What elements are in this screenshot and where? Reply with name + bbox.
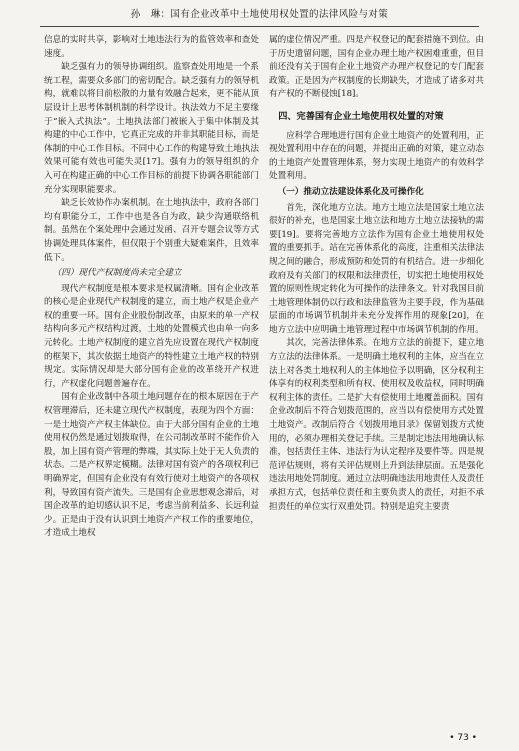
body-paragraph: 属的虚位情况严重。四是产权登记的配套措施不到位。由于历史遗留问题，国有企业办理土地产权困难重重，但目前还没有关于国有企业土地资产办理产权登记的专门配套政策。正是因为产权制度的长期缺失，才造成了诸多对共有产权的不断侵蚀[18]。 — [269, 35, 484, 100]
section-heading: 四、完善国有企业土地使用权处置的对策 — [278, 110, 444, 122]
running-header-title: 孙 琳：国有企业改革中土地使用权处置的法律风险与对策 — [130, 9, 389, 20]
body-paragraph: 国有企业改制中各项土地问题存在的根本原因在于产权管理滞后，还未建立现代产权制度，表现为四个方面：一是土地资产产权主体缺位。由于大部分国有企业的土地使用权仍然是通过划拨取得，在公司制改革时不能作价入股，加上国有资产管理的弊端，其实际上处于无人负责的状态。二是产权界定模糊。法律对国有资产的各项权利已明确界定，但国有企业没有有效行使对土地资产的各项权利，导致国有资产流失。三是国有企业思想观念滞后，对国企改革的迫切感认识不足，考虑当前利益多、长远利益少。正是由于没有认识到土地资产产权工作的重要地位，才造成土地权 — [44, 392, 259, 539]
left-text-column — [44, 34, 259, 541]
body-paragraph: 其次，完善法律体系。在地方立法的前提下，建立地方立法的法律体系。一是明确土地权利的主体，应当在立法上对各类土地权利人的主体地位予以明确，区分权利主体享有的权利类型和所有权、使用权及收益权，同时明确权利主体的责任。二是扩大有偿使用土地覆盖面积。国有企业改制后不符合划拨范围的，应当以有偿使用方式处置土地资产。改制后符合《划拨用地目录》保留划拨方式使用的，必须办理相关登记手续。三是制定违法用地确认标准，包括责任主体、违法行为认定程序及要件等。四是规范评估规则，将有关评估规则上升到法律层面。五是强化违法用地处罚制度。通过立法明确违法用地责任人及责任承担方式，包括单位责任和主要负责人的责任，对拒不承担责任的单位实行双重处罚。特别是追究主要责 — [269, 338, 484, 512]
body-paragraph: 信息的实时共享，影响对土地违法行为的监管效率和查处速度。 — [44, 35, 259, 59]
body-paragraph: 首先，深化地方立法。地方土地立法是国家土地立法很好的补充，也是国家土地立法和地方土地立法接轨的需要[19]。要将完善地方立法作为国有企业土地使用权处置的重要抓手。站在完善体系化的高度，注重相关法律法规之间的融合，形成预防和处罚的有机结合。进一步细化政府及有关部门的权限和法律责任，切实把土地使用权处置的原则性规定转化为可操作的法律条文。针对我国目前土地管理体制仍以行政和法律监管为主要手段，作为基础层面的市场调节机制并未充分发挥作用的现象[20]，在地方立法中应明确土地管理过程中市场调节机制的作用。 — [269, 202, 484, 335]
running-header — [40, 6, 479, 27]
right-text-column — [269, 34, 484, 514]
page-number: • 73 • — [449, 733, 477, 743]
body-paragraph: 缺乏长效协作办案机制。在土地执法中，政府各部门均有职能分工，工作中也是各自为政，缺少沟通联络机制。虽然在个案处理中会通过发函、召开专题会议等方式协调处理具体案件，但仅限于个别重大疑难案件，且效率低下。 — [44, 198, 259, 263]
body-paragraph: 现代产权制度是根本要求是权属清晰。国有企业改革的核心是企业现代产权制度的建立，而土地产权是企业产权的重要一环。国有企业股份制改革，由原来的单一产权结构向多元产权结构过渡，土地的处置模式也由单一向多元转化。土地产权制度的建立首先应设置在现代产权制度的框架下，其次依据土地资产的特性建立土地产权的特别规定。实际情况却是大部分国有企业的改革绕开产权进行，产权虚化问题普遍存在。 — [44, 283, 259, 389]
body-paragraph: 缺乏强有力的领导协调组织。监察查处用地是一个系统工程，需要众多部门的密切配合。缺乏强有力的领导机构，就难以将目前松散的力量有效融合起来，更不能从顶层设计上思考体制机制的科学设计。执法效力不足主要缘于“嵌入式执法”。土地执法部门被嵌入于集中体制及其构建的中心工作中，它真正完成的并非其职能目标，而是体制的中心工作目标。不同中心工作的构建导致土地执法效果可能有效也可能失灵[17]。强有力的领导组织的介入可在构建正确的中心工作目标的前提下协调各职能部门充分实现职能要求。 — [44, 62, 259, 195]
body-paragraph: 应科学合理地进行国有企业土地资产的处置利用，正视处置利用中存在的问题，并提出正确的对策，建立动态的土地资产处置管理体系，努力实现土地资产的有效科学处置利用。 — [269, 130, 484, 182]
subsection-heading: （四）现代产权制度尚未完全建立 — [52, 268, 182, 279]
subsection-heading: （一）推动立法建设体系化及可操作化 — [277, 186, 424, 197]
